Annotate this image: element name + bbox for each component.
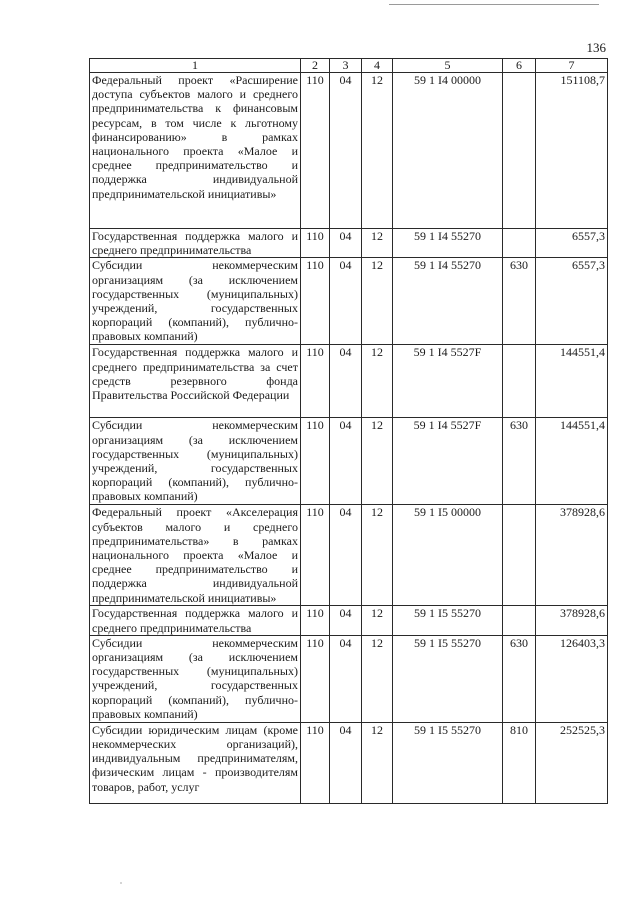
row-target-code: 59 1 I5 55270 [393,635,503,722]
row-name: Федеральный проект «Акселерация субъектов малого и среднего предпринимательства» в рамках национального проекта «Малое и среднее предпринимательство и поддержка индивидуальной предпринимательской инициативы» [90,505,301,606]
row-target-code: 59 1 I5 55270 [393,722,503,803]
budget-table [89,58,608,804]
row-code-3: 04 [330,345,362,418]
row-code-2: 110 [301,606,330,635]
header-col-3: 3 [330,59,362,73]
table-row [90,722,608,803]
row-name: Субсидии некоммерческим организациям (за исключением государственных (муниципальных) учреждений, государственных корпораций (компаний), публично-правовых компаний) [90,418,301,505]
row-expense-type [503,229,536,258]
row-code-3: 04 [330,258,362,345]
row-amount: 378928,6 [536,606,608,635]
row-code-2: 110 [301,73,330,229]
row-expense-type: 630 [503,635,536,722]
table-row [90,258,608,345]
row-code-3: 04 [330,73,362,229]
row-expense-type [503,606,536,635]
header-row [90,59,608,73]
header-col-2: 2 [301,59,330,73]
row-target-code: 59 1 I5 55270 [393,606,503,635]
row-code-2: 110 [301,345,330,418]
row-name: Субсидии юридическим лицам (кроме некоммерческих организаций), индивидуальным предпринимателям, физическим лицам - производителям товаров, работ, услуг [90,722,301,803]
row-expense-type [503,73,536,229]
row-code-3: 04 [330,606,362,635]
row-code-2: 110 [301,258,330,345]
header-col-6: 6 [503,59,536,73]
row-target-code: 59 1 I4 5527F [393,418,503,505]
table-row [90,635,608,722]
row-target-code: 59 1 I4 55270 [393,229,503,258]
row-expense-type: 810 [503,722,536,803]
row-code-4: 12 [362,635,393,722]
row-code-4: 12 [362,258,393,345]
row-amount: 252525,3 [536,722,608,803]
table-row [90,505,608,606]
table-row [90,73,608,229]
row-name: Субсидии некоммерческим организациям (за исключением государственных (муниципальных) учреждений, государственных корпораций (компаний), публично-правовых компаний) [90,258,301,345]
header-col-7: 7 [536,59,608,73]
top-scan-line [389,4,599,5]
row-code-4: 12 [362,229,393,258]
row-target-code: 59 1 I4 00000 [393,73,503,229]
row-amount: 6557,3 [536,229,608,258]
row-code-4: 12 [362,73,393,229]
row-target-code: 59 1 I5 00000 [393,505,503,606]
row-code-4: 12 [362,345,393,418]
page-number: 136 [586,40,606,55]
scan-speck [120,882,122,884]
row-amount: 144551,4 [536,418,608,505]
table-row [90,345,608,418]
row-code-3: 04 [330,722,362,803]
row-code-4: 12 [362,505,393,606]
row-code-2: 110 [301,505,330,606]
row-code-2: 110 [301,722,330,803]
row-code-4: 12 [362,418,393,505]
row-name: Государственная поддержка малого и среднего предпринимательства [90,606,301,635]
table-row [90,229,608,258]
header-col-5: 5 [393,59,503,73]
row-code-4: 12 [362,722,393,803]
row-code-4: 12 [362,606,393,635]
row-amount: 378928,6 [536,505,608,606]
row-code-3: 04 [330,635,362,722]
row-code-2: 110 [301,418,330,505]
header-col-4: 4 [362,59,393,73]
header-col-1: 1 [90,59,301,73]
row-expense-type [503,345,536,418]
row-name: Государственная поддержка малого и среднего предпринимательства за счет средств резервного фонда Правительства Российской Федерации [90,345,301,418]
row-name: Государственная поддержка малого и среднего предпринимательства [90,229,301,258]
row-code-3: 04 [330,505,362,606]
row-name: Субсидии некоммерческим организациям (за исключением государственных (муниципальных) учреждений, государственных корпораций (компаний), публично-правовых компаний) [90,635,301,722]
row-target-code: 59 1 I4 5527F [393,345,503,418]
row-amount: 6557,3 [536,258,608,345]
row-target-code: 59 1 I4 55270 [393,258,503,345]
row-expense-type: 630 [503,258,536,345]
row-amount: 151108,7 [536,73,608,229]
row-amount: 126403,3 [536,635,608,722]
row-code-2: 110 [301,229,330,258]
row-code-3: 04 [330,229,362,258]
row-expense-type: 630 [503,418,536,505]
row-code-2: 110 [301,635,330,722]
row-name: Федеральный проект «Расширение доступа субъектов малого и среднего предпринимательства к финансовым ресурсам, в том числе к льготному финансированию» в рамках национального проекта «Малое и среднее предпринимательство и поддержка индивидуальной предпринимательской инициативы» [90,73,301,229]
row-expense-type [503,505,536,606]
table-row [90,418,608,505]
table-row [90,606,608,635]
row-code-3: 04 [330,418,362,505]
row-amount: 144551,4 [536,345,608,418]
